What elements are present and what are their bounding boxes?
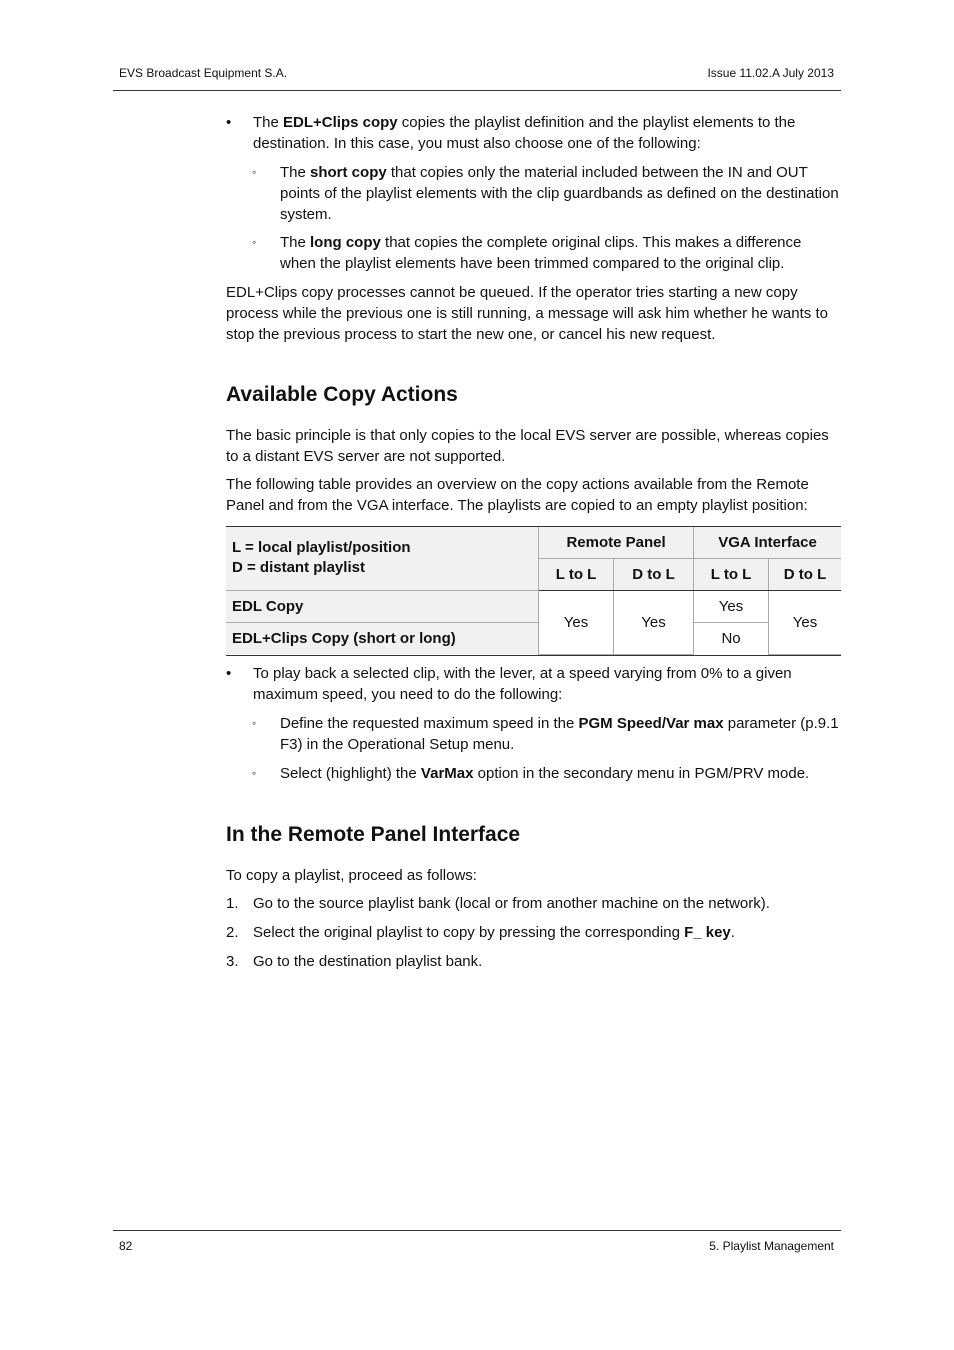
col-rp-d-to-l: D to L <box>614 558 694 590</box>
heading-available-copy-actions: Available Copy Actions <box>226 383 458 406</box>
sub-bullet-select-varmax: ◦ Select (highlight) the VarMax option in the secondary menu in PGM/PRV mode. <box>252 764 810 782</box>
header-remote-panel: Remote Panel <box>539 527 694 558</box>
header-company: EVS Broadcast Equipment S.A. <box>119 66 288 80</box>
paragraph-copy-intro: To copy a playlist, proceed as follows: <box>226 866 477 884</box>
bullet-play-back: • To play back a selected clip, with the lever, at a speed varying from 0% to a given maximum speed, you need to do the following: <box>226 664 792 703</box>
cell-rp-d-to-l: Yes <box>614 590 694 654</box>
sub-bullet-define-speed: ◦ Define the requested maximum speed in the PGM Speed/Var max parameter (p.9.1 F3) in the Operational Setup menu. <box>252 714 839 753</box>
page-header <box>113 66 841 91</box>
sub-bullet-short-copy: ◦ The short copy that copies only the material included between the IN and OUT points of the playlist elements with the clip guardbands as defined on the destination system. <box>252 164 839 223</box>
col-vga-l-to-l: L to L <box>694 558 769 590</box>
row-edl-clips-copy: EDL+Clips Copy (short or long) <box>226 622 539 654</box>
page-content <box>226 112 841 972</box>
sub-bullet-marker: ◦ <box>252 165 257 179</box>
page-number: 82 <box>119 1239 133 1253</box>
header-issue: Issue 11.02.A July 2013 <box>707 66 834 80</box>
heading-remote-panel-interface: In the Remote Panel Interface <box>226 822 521 846</box>
sub-bullet-marker: ◦ <box>252 235 257 249</box>
copy-actions-table <box>226 526 841 656</box>
bullet-marker: • <box>226 664 232 682</box>
sub-bullet-long-copy: ◦ The long copy that copies the complete original clips. This makes a difference when the playlist elements have been trimmed compared to the original clip. <box>252 234 802 272</box>
bullet-marker: • <box>226 114 232 131</box>
paragraph-table-intro: The following table provides an overview on the copy actions available from the Remote Panel and from the VGA interface. The playlists are copied to an empty playlist position: <box>226 476 809 514</box>
step-2: 2. Select the original playlist to copy by pressing the corresponding F_ key. <box>226 923 735 941</box>
col-vga-d-to-l: D to L <box>769 558 841 590</box>
col-rp-l-to-l: L to L <box>539 558 614 590</box>
sub-bullet-marker: ◦ <box>252 715 257 730</box>
footer-chapter: 5. Playlist Management <box>709 1239 834 1253</box>
cell-rp-l-to-l: Yes <box>539 590 614 654</box>
paragraph-queue-note: EDL+Clips copy processes cannot be queued. If the operator tries starting a new copy process while the previous one is still running, a message will ask him whether he wants to stop the previous process to start the new one, or cancel his new request. <box>226 284 828 343</box>
bullet-edl-clips-copy: • The EDL+Clips copy copies the playlist definition and the playlist elements to the destination. In this case, you must also choose one of the following: <box>226 114 796 152</box>
sub-bullet-marker: ◦ <box>252 765 257 780</box>
page-footer <box>113 1230 841 1253</box>
cell-vga-d-to-l: Yes <box>769 590 841 654</box>
paragraph-basic-principle: The basic principle is that only copies to the local EVS server are possible, whereas copies to a distant EVS server are not supported. <box>226 427 829 465</box>
step-1: 1. Go to the source playlist bank (local or from another machine on the network). <box>226 894 770 912</box>
step-3: 3. Go to the destination playlist bank. <box>226 952 483 970</box>
cell-vga-l-to-l-edl-clips: No <box>694 622 769 654</box>
header-vga-interface: VGA Interface <box>694 527 841 558</box>
table-legend: L = local playlist/position D = distant playlist <box>226 527 539 590</box>
cell-vga-l-to-l-edl: Yes <box>694 590 769 622</box>
row-edl-copy: EDL Copy <box>226 590 539 622</box>
